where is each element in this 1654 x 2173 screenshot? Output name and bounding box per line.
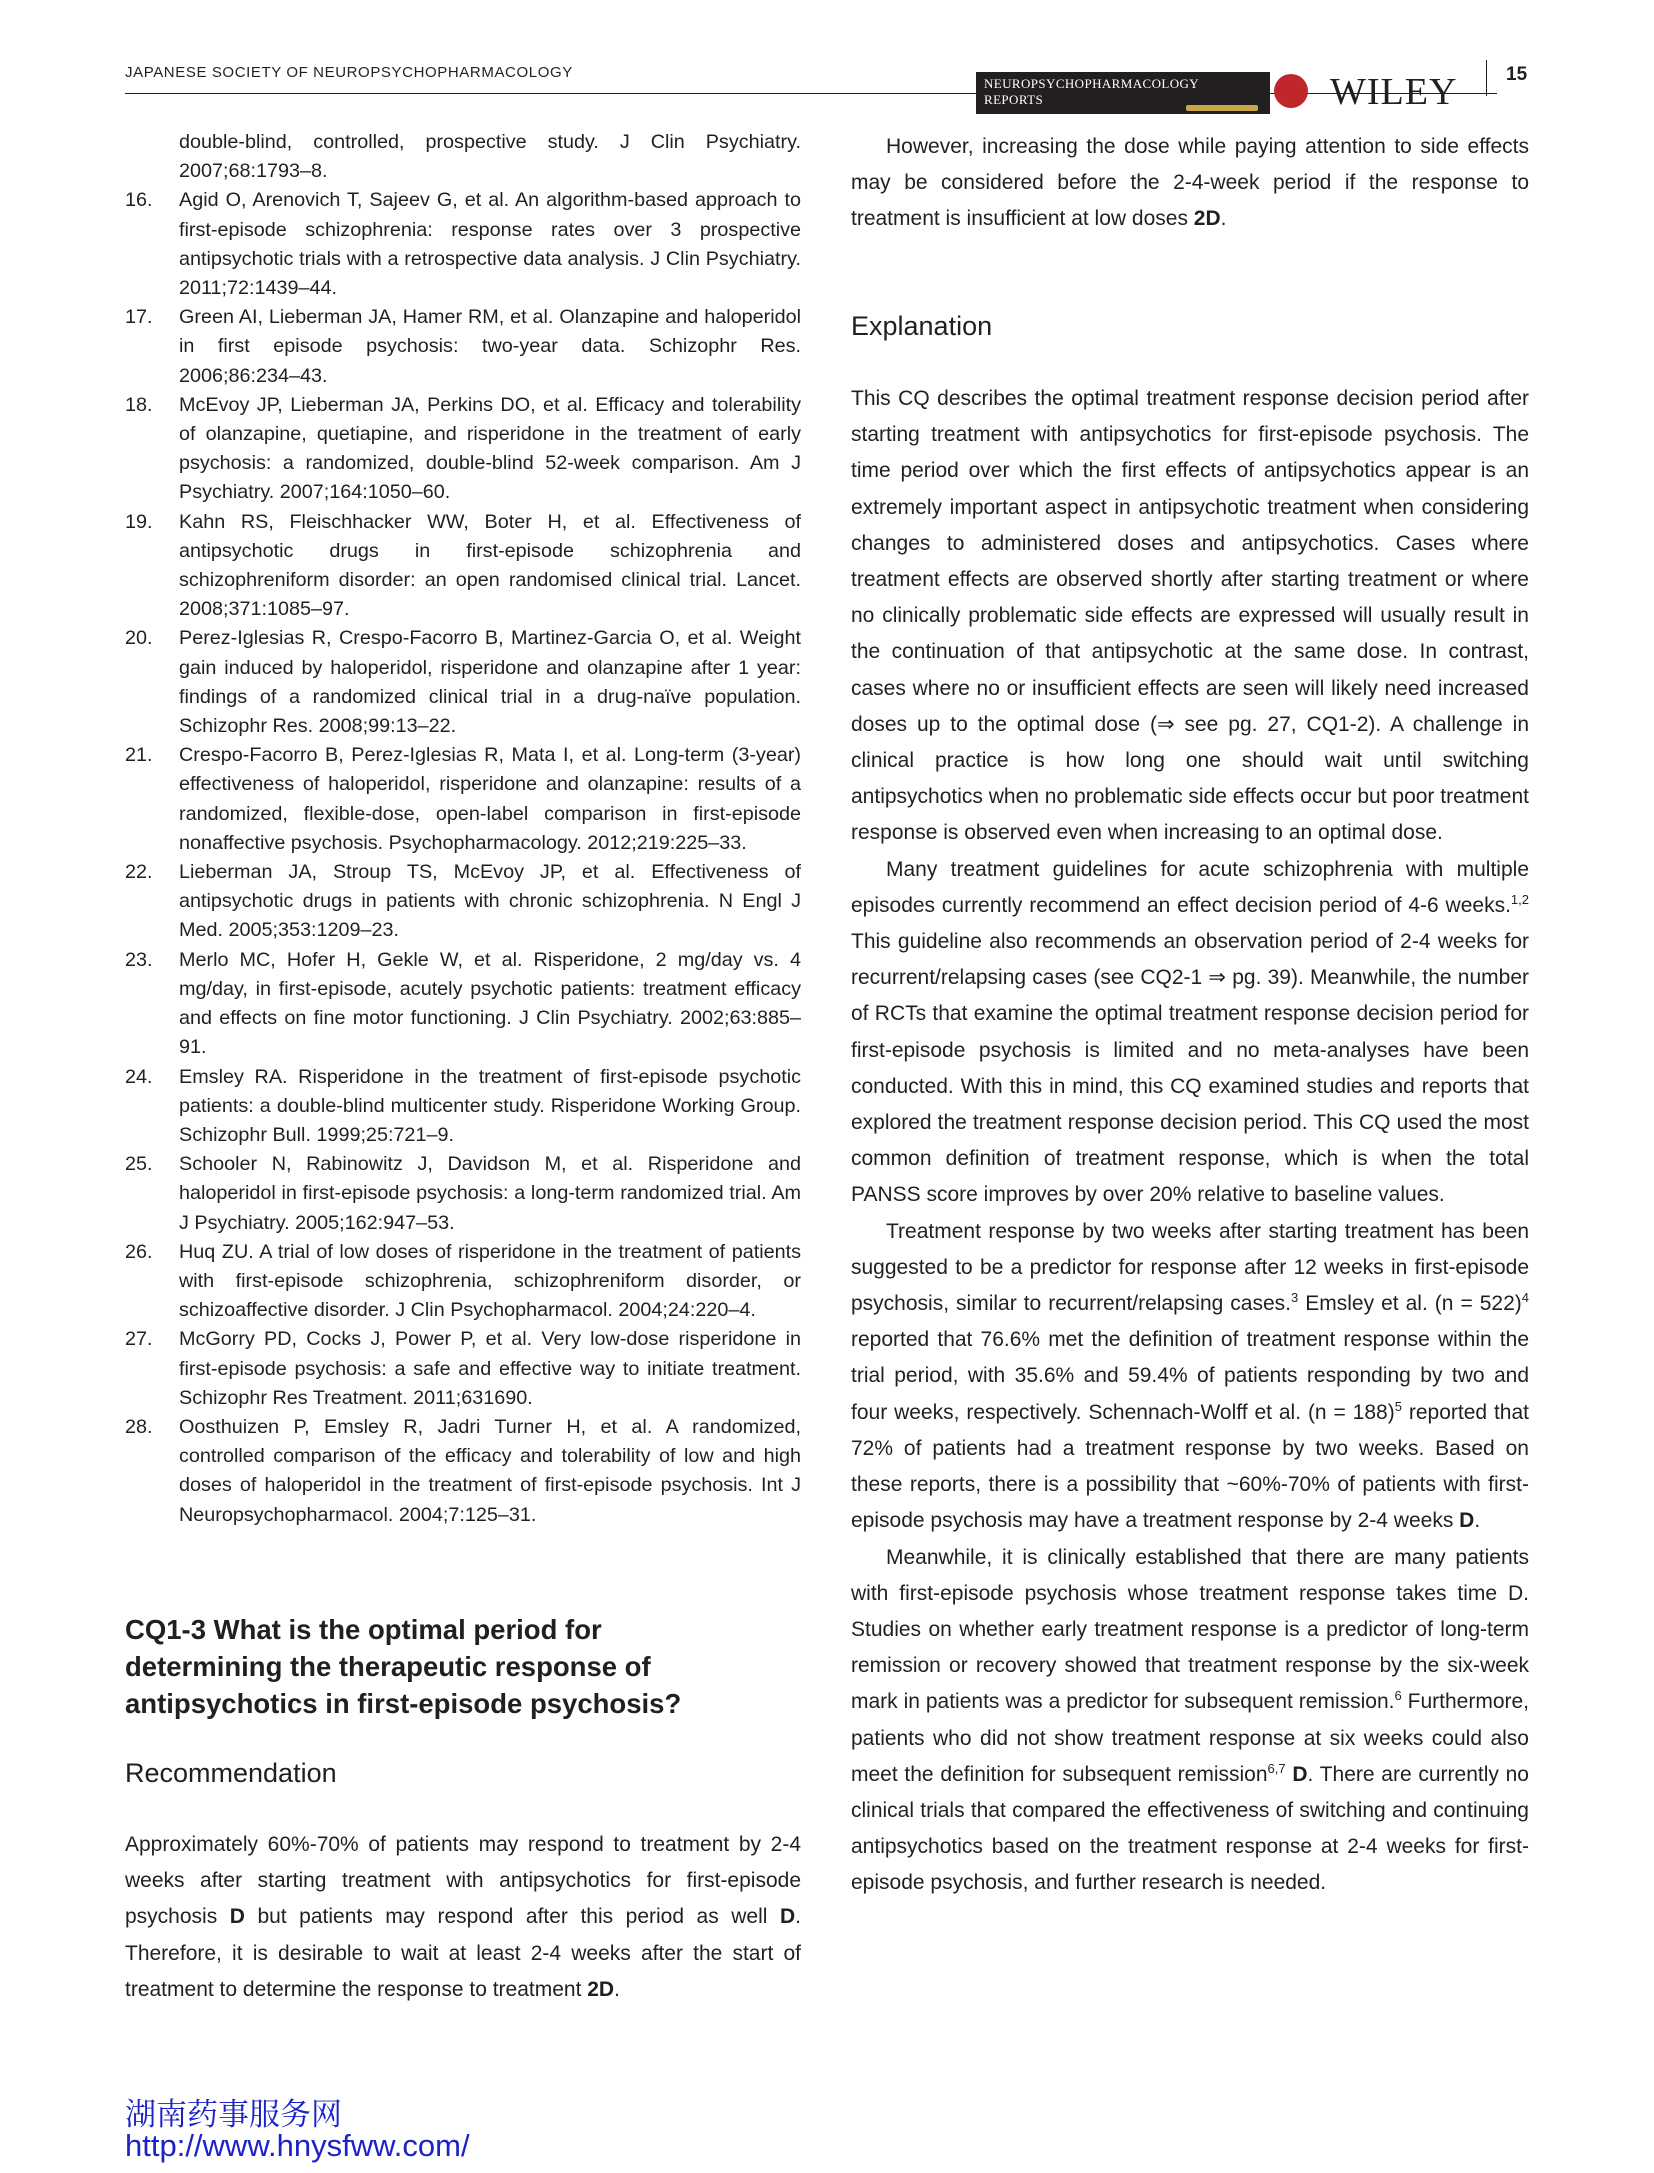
explanation-paragraph-3: Treatment response by two weeks after starting treatment has been suggested to be a predictor for response after 12 weeks in first-episode psychosis, similar to recurrent/relapsing cases.$^3$ Emsley et al. (n = 522)$^4$ reported that 76.6% met the definition of treatment response within the trial period, with 35.6% and 59.4% of patients responding by two and four weeks, respectively. Schennach-Wolff et al. (n = 188)$^5$ reported that 72% of patients had a treatment response by two weeks. Based on these reports, there is a possibility that ~60%-70% of patients with first-episode psychosis may have a treatment response by 2-4 weeks D. bbox=[851, 1219, 1529, 1533]
explanation-body bbox=[851, 381, 1529, 1902]
reference-item bbox=[125, 1238, 801, 1326]
publisher-logo: WILEY bbox=[1330, 71, 1458, 113]
reference-item bbox=[125, 946, 801, 1063]
reference-item bbox=[125, 186, 801, 303]
reference-item bbox=[125, 858, 801, 946]
reference-text: Huq ZU. A trial of low doses of risperidone in the treatment of patients with first-episode schizophrenia, schizophreniform disorder, or schizoaffective disorder. J Clin Psychopharmacol. 2004;24:220–4. bbox=[179, 1240, 801, 1322]
reference-text: Kahn RS, Fleischhacker WW, Boter H, et al. Effectiveness of antipsychotic drugs in first-episode schizophrenia and schizophreniform disorder: an open randomised clinical trial. Lancet. 2008;371:1085–97. bbox=[179, 510, 801, 621]
reference-text: Schooler N, Rabinowitz J, Davidson M, et al. Risperidone and haloperidol in first-episode psychosis: a long-term randomized trial. Am J Psychiatry. 2005;162:947–53. bbox=[179, 1153, 801, 1234]
reference-text: Crespo-Facorro B, Perez-Iglesias R, Mata I, et al. Long-term (3-year) effectiveness of haloperidol, risperidone and olanzapine: results of a randomized, flexible-dose, open-label comparison in first-episode nonaffective psychosis. Psychopharmacology. 2012;219:225–33. bbox=[179, 744, 801, 854]
reference-item bbox=[125, 1325, 801, 1413]
reference-number: 23. bbox=[125, 948, 153, 971]
reference-number: 21. bbox=[125, 744, 153, 767]
recommendation-continuation: However, increasing the dose while paying attention to side effects may be considered before the 2-4-week period if the response to treatment is insufficient at low doses 2D. bbox=[851, 135, 1529, 231]
reference-item bbox=[125, 508, 801, 625]
seal-icon bbox=[1274, 74, 1308, 108]
logo-line2: REPORTS bbox=[984, 92, 1044, 107]
reference-text: Green AI, Lieberman JA, Hamer RM, et al. Olanzapine and haloperidol in first episode psychosis: two-year data. Schizophr Res. 2006;86:234–43. bbox=[179, 306, 801, 387]
logo-line1: NEUROPSYCHOPHARMACOLOGY bbox=[984, 76, 1200, 91]
watermark-title: 湖南药事服务网 bbox=[125, 2097, 342, 2133]
reference-number: 20. bbox=[125, 627, 153, 650]
reference-list bbox=[125, 128, 801, 1530]
reference-item bbox=[125, 1150, 801, 1238]
reference-text: Merlo MC, Hofer H, Gekle W, et al. Risperidone, 2 mg/day vs. 4 mg/day, in first-episode, acutely psychotic patients: treatment efficacy and effects on fine motor functioning. J Clin Psychiatry. 2002;63:885–91. bbox=[179, 948, 801, 1059]
reference-text: Emsley RA. Risperidone in the treatment of first-episode psychotic patients: a double-blind multicenter study. Risperidone Working Group. Schizophr Bull. 1999;25:721–9. bbox=[179, 1065, 801, 1146]
page-number: 15 bbox=[1506, 64, 1528, 85]
explanation-paragraph-2: Many treatment guidelines for acute schizophrenia with multiple episodes currently recommend an effect decision period of 4-6 weeks.$^{1,2}$ This guideline also recommends an observation period of 2-4 weeks for recurrent/relapsing cases (see CQ2-1 ⇒ pg. 39). Meanwhile, the number of RCTs that examine the optimal treatment response decision period for first-episode psychosis is limited and no meta-analyses have been conducted. With this in mind, this CQ examined studies and reports that explored the treatment response decision period. This CQ used the most common definition of treatment response, which is when the total PANSS score improves by over 20% relative to baseline values. bbox=[851, 857, 1529, 1207]
reference-number: 17. bbox=[125, 306, 153, 329]
reference-text: Oosthuizen P, Emsley R, Jadri Turner H, et al. A randomized, controlled comparison of the efficacy and tolerability of low and high doses of haloperidol in the treatment of first-episode psychosis. Int J Neuropsychopharmacol. 2004;7:125–31. bbox=[179, 1415, 801, 1526]
logo-tag bbox=[1186, 105, 1258, 111]
reference-number: 22. bbox=[125, 861, 153, 884]
reference-text: Perez-Iglesias R, Crespo-Facorro B, Martinez-Garcia O, et al. Weight gain induced by haloperidol, risperidone and olanzapine after 1 year: findings of a randomized clinical trial in a drug-naïve population. Schizophr Res. 2008;99:13–22. bbox=[179, 627, 801, 738]
explanation-paragraph-1: This CQ describes the optimal treatment response decision period after starting treatment with antipsychotics for first-episode psychosis. The time period over which the first effects of antipsychotics appear is an extremely important aspect in antipsychotic treatment when considering changes to administered doses and antipsychotics. Cases where treatment effects are observed shortly after starting treatment or where no clinically problematic side effects are expressed will usually result in the continuation of that antipsychotic at the same dose. In contrast, cases where no or insufficient effects are seen will likely need increased doses up to the optimal dose (⇒ see pg. 27, CQ1-2). A challenge in clinical practice is how long one should wait until switching antipsychotics when no problematic side effects occur but poor treatment response is observed even when increasing to an optimal dose. bbox=[851, 387, 1529, 845]
reference-item bbox=[125, 624, 801, 741]
reference-item bbox=[125, 303, 801, 391]
journal-name: JAPANESE SOCIETY OF NEUROPSYCHOPHARMACOLOGY bbox=[125, 64, 573, 81]
reference-item bbox=[125, 128, 801, 186]
reference-number: 27. bbox=[125, 1328, 153, 1351]
reference-number: 16. bbox=[125, 189, 153, 212]
watermark-url[interactable]: http://www.hnysfww.com/ bbox=[125, 2128, 470, 2163]
reference-number: 19. bbox=[125, 510, 153, 533]
reference-text: Agid O, Arenovich T, Sajeev G, et al. An algorithm-based approach to first-episode schizophrenia: response rates over 3 prospective antipsychotic trials with a retrospective data analysis. J Clin Psychiatry. 2011;72:1439–44. bbox=[179, 189, 801, 300]
recommendation-heading: Recommendation bbox=[125, 1758, 337, 1788]
explanation-heading: Explanation bbox=[851, 311, 993, 341]
reference-item bbox=[125, 1063, 801, 1151]
explanation-paragraph-4: Meanwhile, it is clinically established that there are many patients with first-episode psychosis whose treatment response takes time D. Studies on whether early treatment response is a predictor of long-term remission or recovery showed that treatment response by the six-week mark in patients was a predictor for subsequent remission.$^6$ Furthermore, patients who did not show treatment response at six weeks could also meet the definition for subsequent remission$^{6,7}$ D. There are currently no clinical trials that compared the effectiveness of switching and continuing antipsychotics based on the treatment response at 2-4 weeks for first-episode psychosis, and further research is needed. bbox=[851, 1545, 1530, 1895]
reference-item bbox=[125, 741, 801, 858]
reference-text: McEvoy JP, Lieberman JA, Perkins DO, et al. Efficacy and tolerability of olanzapine, quetiapine, and risperidone in the treatment of early psychosis: a randomized, double-blind 52-week comparison. Am J Psychiatry. 2007;164:1050–60. bbox=[179, 393, 801, 504]
reference-number: 26. bbox=[125, 1240, 153, 1263]
reference-number: 25. bbox=[125, 1153, 153, 1176]
cq-title: CQ1-3 What is the optimal period for determining the therapeutic response of antipsychotics in first-episode psychosis? bbox=[125, 1614, 682, 1719]
recommendation-text: Approximately 60%-70% of patients may respond to treatment by 2-4 weeks after starting treatment with antipsychotics for first-episode psychosis D but patients may respond after this period as well D. Therefore, it is desirable to wait at least 2-4 weeks after the start of treatment to determine the response to treatment 2D. bbox=[125, 1833, 801, 2001]
reference-text: McGorry PD, Cocks J, Power P, et al. Very low-dose risperidone in first-episode psychosis: a safe and effective way to initiate treatment. Schizophr Res Treatment. 2011;631690. bbox=[179, 1328, 801, 1409]
reference-number: 18. bbox=[125, 393, 153, 416]
reference-number: 28. bbox=[125, 1415, 153, 1438]
reference-number: 24. bbox=[125, 1065, 153, 1088]
reference-text: double-blind, controlled, prospective study. J Clin Psychiatry. 2007;68:1793–8. bbox=[179, 131, 801, 183]
journal-logo bbox=[976, 72, 1270, 114]
reference-item bbox=[125, 391, 801, 508]
page-separator bbox=[1486, 60, 1487, 96]
reference-item bbox=[125, 1413, 801, 1530]
reference-text: Lieberman JA, Stroup TS, McEvoy JP, et al. Effectiveness of antipsychotic drugs in patients with chronic schizophrenia. N Engl J Med. 2005;353:1209–23. bbox=[179, 861, 801, 942]
